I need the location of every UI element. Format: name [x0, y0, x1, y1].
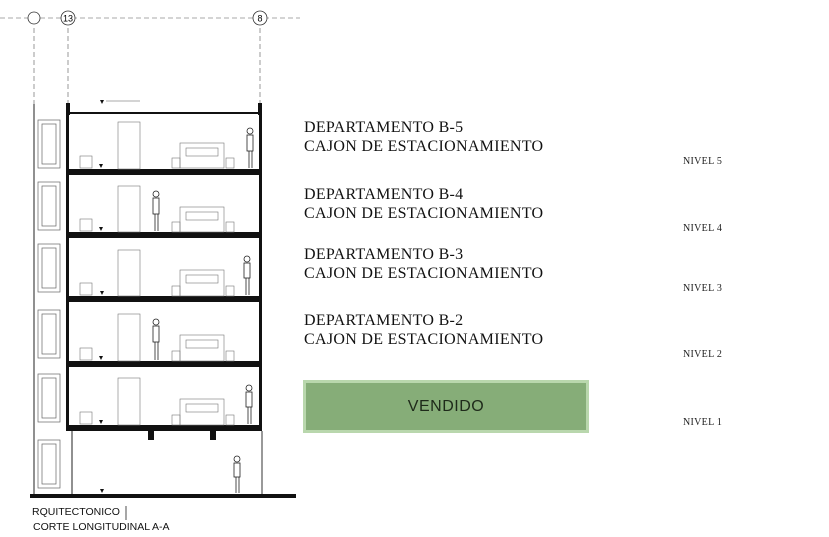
unit-parking: CAJON DE ESTACIONAMIENTO — [304, 138, 544, 155]
grid-bubble-left — [61, 11, 75, 25]
scale-figures — [153, 128, 253, 493]
unit-name: DEPARTAMENTO B-4 — [304, 186, 464, 203]
grid-bubble-right — [253, 11, 267, 25]
roof-level-mark — [100, 100, 140, 104]
sold-label: VENDIDO — [407, 397, 485, 415]
level-1-interior — [80, 378, 234, 425]
drawing-subtitle: CORTE LONGITUDINAL A-A — [33, 521, 170, 533]
unit-label-b4 — [304, 185, 543, 223]
roof — [66, 103, 262, 115]
unit-parking: CAJON DE ESTACIONAMIENTO — [304, 331, 544, 348]
facade-windows — [38, 120, 60, 488]
level-label-2: NIVEL 2 — [683, 349, 723, 360]
level-3-interior — [80, 250, 234, 296]
unit-name: DEPARTAMENTO B-3 — [304, 246, 464, 263]
unit-label-b5 — [304, 118, 543, 156]
grid-bubble-partial — [28, 12, 40, 24]
unit-label-b2 — [304, 311, 543, 349]
level-5-interior — [80, 122, 234, 169]
drawing-title: RQUITECTONICO — [32, 506, 120, 518]
level-label-1: NIVEL 1 — [683, 417, 723, 428]
longitudinal-section-drawing — [0, 0, 300, 537]
walls — [66, 113, 262, 431]
grid-label-left: 13 — [62, 13, 74, 24]
grid-label-right: 8 — [257, 13, 263, 24]
floor-level-markers — [99, 164, 104, 493]
grid-axes — [0, 18, 300, 105]
unit-name: DEPARTAMENTO B-5 — [304, 119, 464, 136]
unit-name: DEPARTAMENTO B-2 — [304, 312, 464, 329]
unit-label-b3 — [304, 245, 543, 283]
level-label-5: NIVEL 5 — [683, 156, 723, 167]
level-label-3: NIVEL 3 — [683, 283, 723, 294]
level-label-4: NIVEL 4 — [683, 223, 723, 234]
floor-slabs — [30, 169, 296, 498]
unit-parking: CAJON DE ESTACIONAMIENTO — [304, 265, 544, 282]
unit-parking: CAJON DE ESTACIONAMIENTO — [304, 205, 544, 222]
sold-badge[interactable] — [303, 380, 589, 433]
